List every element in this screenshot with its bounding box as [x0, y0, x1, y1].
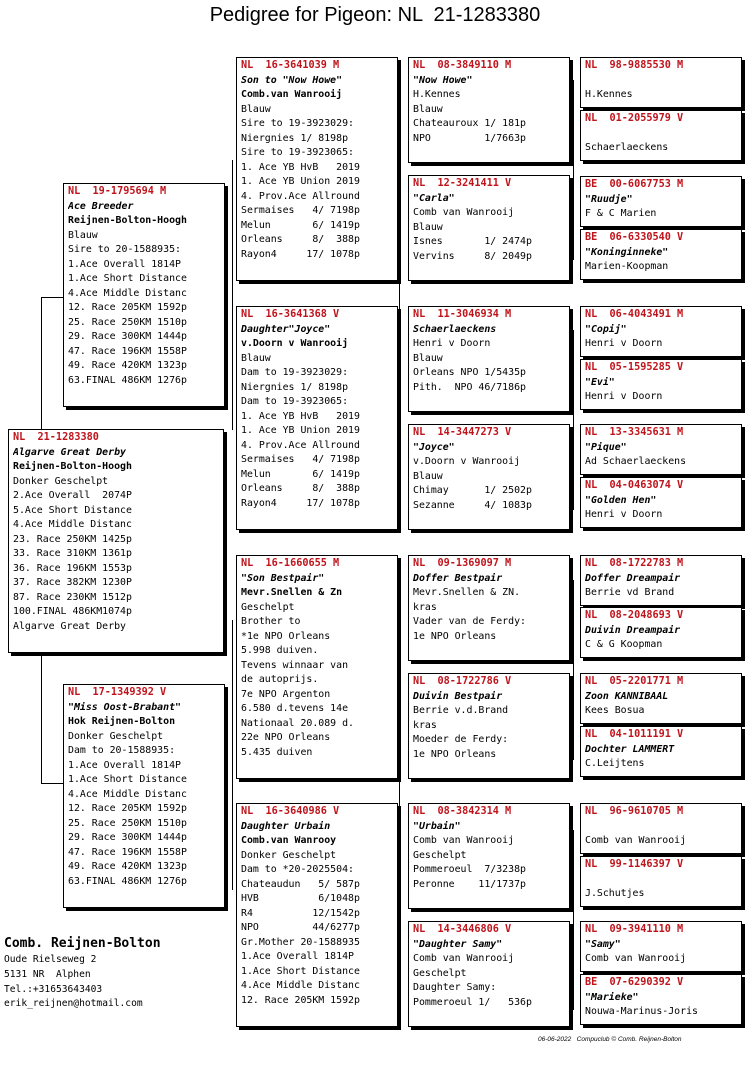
result-line: 1e NPO Orleans	[413, 630, 497, 642]
ring-number: NL 14-3447273 V	[413, 427, 512, 438]
pigeon-name: Zoon KANNIBAAL	[585, 690, 669, 702]
ring-number: NL 99-1146397 V	[585, 859, 684, 870]
ring-number: NL 19-1795694 M	[68, 186, 167, 197]
result-line: 4.Ace Middle Distanc	[241, 980, 360, 991]
connector-line	[232, 620, 233, 890]
result-line: 12. Race 205KM 1592p	[68, 803, 187, 814]
color: Blauw	[241, 103, 271, 115]
owner: Marien-Koopman	[585, 261, 669, 272]
result-line: 1.Ace Short Distance	[68, 774, 187, 785]
pigeon-name	[585, 873, 737, 888]
ring-number: NL 08-3849110 M	[413, 60, 512, 71]
result-line: 1. Ace YB HvB 2019	[241, 161, 360, 173]
result-line: Vader van de Ferdy:	[413, 616, 526, 627]
result-line: 12. Race 205KM 1592p	[68, 302, 187, 313]
result-line: HVB 6/1048p	[241, 893, 360, 904]
pigeon-name: Daughter Urbain	[241, 820, 331, 832]
pigeon-name	[585, 74, 737, 89]
owner: Comb van Wanrooij	[413, 835, 515, 846]
result-line: Dam to 19-3923065:	[241, 396, 349, 407]
great-grandparent-card	[408, 921, 570, 1027]
ring-number: NL 01-2055979 V	[585, 113, 684, 124]
owner: Comb van Wanrooij	[585, 953, 687, 964]
result-line: 2.Ace Overall 2074P	[13, 490, 132, 501]
result-line: 1.Ace Overall 1814P	[68, 258, 181, 270]
ancestor-card	[580, 359, 742, 410]
great-grandparent-card	[408, 555, 570, 661]
pigeon-name: Duivin Dreampair	[585, 624, 681, 636]
result-line: Vervins 8/ 2049p	[413, 250, 532, 262]
owner: Comb van Wanrooij	[585, 835, 687, 846]
ancestor-card	[580, 607, 742, 658]
owner: C.Leijtens	[585, 758, 645, 769]
ancestor-card	[580, 974, 742, 1025]
connector-line	[573, 330, 574, 510]
result-line: Pommeroeul 1/ 536p	[413, 996, 532, 1008]
ancestor-card	[580, 57, 742, 108]
result-line: Tevens winnaar van	[241, 659, 349, 671]
pigeon-name: "Golden Hen"	[585, 494, 657, 506]
pigeon-name: "Son Bestpair"	[241, 572, 325, 584]
connector-line	[232, 160, 233, 430]
color: Blauw	[68, 229, 98, 241]
result-line: Peronne 11/1737p	[413, 878, 526, 890]
owner: Reijnen-Bolton-Hoogh	[68, 215, 187, 226]
ring-number: NL 16-3640986 V	[241, 806, 340, 817]
result-line: Orleans 8/ 388p	[241, 483, 360, 494]
result-line: Daughter Samy:	[413, 982, 497, 993]
pigeon-name: Schaerlaeckens	[413, 323, 497, 335]
owner: Mevr.Snellen & ZN.	[413, 587, 521, 598]
owner: J.Schutjes	[585, 888, 645, 899]
result-line: Rayon4 17/ 1078p	[241, 497, 360, 509]
result-line: 63.FINAL 486KM 1276p	[68, 374, 187, 386]
result-line: Melun 6/ 1419p	[241, 219, 360, 231]
result-line: Rayon4 17/ 1078p	[241, 248, 360, 260]
result-line: 49. Race 420KM 1323p	[68, 861, 187, 872]
great-grandparent-card	[408, 803, 570, 909]
page-title: Pedigree for Pigeon: NL 21-1283380	[209, 4, 541, 26]
result-line: Pommeroeul 7/3238p	[413, 864, 526, 875]
pigeon-name	[585, 820, 737, 835]
result-line: 29. Race 300KM 1444p	[68, 331, 187, 342]
pigeon-name: "Marieke"	[585, 991, 639, 1003]
pigeon-name: "Joyce"	[413, 441, 455, 453]
result-line: NPO 44/6277p	[241, 922, 360, 933]
pigeon-name: "Samy"	[585, 938, 621, 950]
pigeon-name: Ace Breeder	[68, 200, 134, 212]
great-grandparent-card	[408, 424, 570, 530]
owner: H.Kennes	[413, 89, 461, 100]
pigeon-name: "Evi"	[585, 376, 615, 388]
result-line: Chateauroux 1/ 181p	[413, 118, 526, 129]
owner: Berrie vd Brand	[585, 587, 675, 598]
dam-sire-card	[236, 555, 398, 779]
ring-number: BE 07-6290392 V	[585, 977, 684, 988]
sire-sire-card	[236, 57, 398, 281]
owner: v.Doorn v Wanrooij	[241, 338, 349, 349]
ring-number: NL 08-3842314 M	[413, 806, 512, 817]
result-line: Sermaises 4/ 7198p	[241, 205, 360, 216]
result-line: Gr.Mother 20-1588935	[241, 936, 360, 948]
result-line: 25. Race 250KM 1510p	[68, 817, 187, 829]
result-line: Dam to 20-1588935:	[68, 745, 176, 756]
breeder-phone: Tel.:+31653643403	[4, 983, 103, 995]
result-line: Sire to 19-3923029:	[241, 118, 354, 129]
color: Geschelpt	[413, 849, 467, 861]
pigeon-name: "Now Howe"	[413, 74, 473, 86]
result-line: 4.Ace Middle Distanc	[68, 287, 187, 299]
result-line: 5.Ace Short Distance	[13, 504, 132, 516]
color: Geschelpt	[413, 967, 467, 979]
ring-number: NL 12-3241411 V	[413, 178, 512, 189]
ancestor-card	[580, 726, 742, 777]
result-line: Niergnies 1/ 8198p	[241, 381, 349, 393]
result-line: 33. Race 310KM 1361p	[13, 548, 132, 559]
result-line: *1e NPO Orleans	[241, 630, 331, 642]
connector-line	[573, 80, 574, 260]
ring-number: NL 16-1660655 M	[241, 558, 340, 569]
result-line: 100.FINAL 486KM1074p	[13, 606, 132, 617]
owner: v.Doorn v Wanrooij	[413, 456, 521, 467]
result-line: de autoprijs.	[241, 674, 319, 685]
owner: H.Kennes	[585, 89, 633, 100]
ancestor-card	[580, 110, 742, 161]
result-line: 1. Ace YB Union 2019	[241, 425, 360, 436]
great-grandparent-card	[408, 306, 570, 412]
result-line: 87. Race 230KM 1512p	[13, 591, 132, 603]
great-grandparent-card	[408, 57, 570, 163]
ring-number: NL 05-2201771 M	[585, 676, 684, 687]
breeder-email[interactable]: erik_reijnen@hotmail.com	[4, 998, 143, 1010]
ancestor-card	[580, 555, 742, 606]
ring-number: NL 14-3446806 V	[413, 924, 512, 935]
result-line: 49. Race 420KM 1323p	[68, 360, 187, 371]
result-line: 1e NPO Orleans	[413, 748, 497, 760]
result-line: Orleans 8/ 388p	[241, 234, 360, 245]
pigeon-name: "Koninginneke"	[585, 246, 669, 258]
pigeon-name: "Ruudje"	[585, 193, 633, 205]
pigeon-name: Son to "Now Howe"	[241, 74, 343, 86]
owner: Comb.van Wanrooij	[241, 89, 343, 100]
pigeon-name: "Pique"	[585, 441, 627, 453]
ring-number: NL 96-9610705 M	[585, 806, 684, 817]
color: Geschelpt	[241, 601, 295, 613]
result-line: Melun 6/ 1419p	[241, 468, 360, 480]
result-line: Nationaal 20.089 d.	[241, 717, 354, 729]
result-line: Chateaudun 5/ 587p	[241, 878, 360, 890]
ring-number: NL 09-3941110 M	[585, 924, 684, 935]
ancestor-card	[580, 673, 742, 724]
color: Donker Geschelpt	[13, 475, 109, 487]
dam-card	[63, 684, 225, 908]
color: Donker Geschelpt	[68, 730, 164, 742]
result-line: 7e NPO Argenton	[241, 688, 331, 700]
owner: Kees Bosua	[585, 705, 645, 716]
pigeon-name: "Miss Oost-Brabant"	[68, 701, 181, 713]
result-line: Pith. NPO 46/7186p	[413, 381, 526, 393]
result-line: 5.435 duiven	[241, 746, 313, 758]
owner: Schaerlaeckens	[585, 142, 669, 153]
result-line: 1. Ace YB Union 2019	[241, 176, 360, 187]
owner: C & G Koopman	[585, 639, 663, 650]
ring-number: NL 08-1722783 M	[585, 558, 684, 569]
pigeon-name: "Carla"	[413, 192, 455, 204]
result-line: 47. Race 196KM 1558P	[68, 846, 187, 858]
owner: Hok Reijnen-Bolton	[68, 716, 176, 727]
result-line: 1.Ace Overall 1814P	[68, 759, 181, 771]
pigeon-name: Dochter LAMMERT	[585, 743, 675, 755]
ring-number: NL 09-1369097 M	[413, 558, 512, 569]
color: Blauw	[413, 470, 443, 482]
ring-number: BE 00-6067753 M	[585, 179, 684, 190]
result-line: Moeder de Ferdy:	[413, 734, 509, 745]
result-line: Dam to *20-2025504:	[241, 864, 354, 875]
result-line: 4. Prov.Ace Allround	[241, 439, 360, 451]
ring-number: NL 17-1349392 V	[68, 687, 167, 698]
connector-line	[41, 783, 63, 784]
pigeon-name: Algarve Great Derby	[13, 446, 126, 458]
result-line: NPO 1/7663p	[413, 132, 526, 144]
ancestor-card	[580, 229, 742, 280]
result-line: 12. Race 205KM 1592p	[241, 994, 360, 1006]
owner: Henri v Doorn	[585, 338, 663, 349]
owner: Mevr.Snellen & Zn	[241, 587, 343, 598]
result-line: 4. Prov.Ace Allround	[241, 190, 360, 202]
result-line: Sezanne 4/ 1083p	[413, 499, 532, 511]
ring-number: NL 16-3641039 M	[241, 60, 340, 71]
color: Blauw	[413, 103, 443, 115]
result-line: 1.Ace Short Distance	[241, 965, 360, 977]
result-line: Orleans NPO 1/5435p	[413, 367, 526, 378]
color: Donker Geschelpt	[241, 849, 337, 861]
result-line: Sermaises 4/ 7198p	[241, 454, 360, 465]
ring-number: NL 21-1283380	[13, 432, 99, 443]
pigeon-name: "Copij"	[585, 323, 627, 335]
ring-number: NL 05-1595285 V	[585, 362, 684, 373]
connector-line	[573, 580, 574, 760]
owner: Henri v Doorn	[585, 509, 663, 520]
breeder-address: Oude Rielseweg 2	[4, 954, 97, 965]
ring-number: NL 08-2048693 V	[585, 610, 684, 621]
ring-number: NL 06-4043491 M	[585, 309, 684, 320]
breeder-name: Comb. Reijnen-Bolton	[4, 936, 161, 951]
ancestor-card	[580, 424, 742, 475]
result-line: R4 12/1542p	[241, 907, 360, 919]
owner: Henri v Doorn	[413, 338, 491, 349]
result-line: Sire to 20-1588935:	[68, 244, 181, 255]
result-line: Brother to	[241, 616, 301, 627]
ancestor-card	[580, 921, 742, 972]
owner: F & C Marien	[585, 208, 657, 219]
result-line: 36. Race 196KM 1553p	[13, 562, 132, 574]
ring-number: NL 08-1722786 V	[413, 676, 512, 687]
owner: Reijnen-Bolton-Hoogh	[13, 461, 132, 472]
ring-number: NL 04-0463074 V	[585, 480, 684, 491]
owner: Comb van Wanrooij	[413, 207, 515, 218]
connector-line	[399, 610, 400, 990]
color: Blauw	[413, 352, 443, 364]
ancestor-card	[580, 306, 742, 357]
result-line: 6.580 d.tevens 14e	[241, 703, 349, 714]
connector-line	[41, 297, 42, 430]
sire-dam-card	[236, 306, 398, 530]
pigeon-name: Daughter"Joyce"	[241, 323, 331, 335]
result-line: 1. Ace YB HvB 2019	[241, 410, 360, 422]
owner: Comb.van Wanrooy	[241, 835, 337, 846]
ring-number: NL 98-9885530 M	[585, 60, 684, 71]
ancestor-card	[580, 176, 742, 227]
pigeon-name: "Urbain"	[413, 820, 461, 832]
result-line: 23. Race 250KM 1425p	[13, 533, 132, 545]
ancestor-card	[580, 856, 742, 907]
owner: Nouwa-Marinus-Joris	[585, 1006, 698, 1017]
connector-line	[573, 830, 574, 1010]
pigeon-name: Doffer Bestpair	[413, 572, 503, 584]
ring-number: NL 11-3046934 M	[413, 309, 512, 320]
connector-line	[41, 653, 42, 783]
subject-pigeon-card	[8, 429, 224, 653]
owner: Comb van Wanrooij	[413, 953, 515, 964]
owner: Berrie v.d.Brand	[413, 705, 509, 716]
result-line: Sire to 19-3923065:	[241, 147, 354, 158]
result-line: 22e NPO Orleans	[241, 732, 331, 743]
breeder-city: 5131 NR Alphen	[4, 968, 91, 980]
result-line: 1.Ace Short Distance	[68, 273, 187, 284]
pigeon-name	[585, 127, 737, 142]
pigeon-name: Duivin Bestpair	[413, 690, 503, 702]
great-grandparent-card	[408, 673, 570, 779]
owner: Henri v Doorn	[585, 391, 663, 402]
color: Blauw	[241, 352, 271, 364]
breeder-info	[4, 935, 264, 1012]
sire-card	[63, 183, 225, 407]
result-line: 63.FINAL 486KM 1276p	[68, 875, 187, 887]
result-line: 37. Race 382KM 1230P	[13, 577, 132, 588]
result-line: 4.Ace Middle Distanc	[68, 788, 187, 800]
pigeon-name: "Daughter Samy"	[413, 938, 503, 950]
result-line: 29. Race 300KM 1444p	[68, 832, 187, 843]
ancestor-card	[580, 803, 742, 854]
result-line: 4.Ace Middle Distanc	[13, 519, 132, 530]
ring-number: NL 13-3345631 M	[585, 427, 684, 438]
ancestor-card	[580, 477, 742, 528]
result-line: Dam to 19-3923029:	[241, 367, 349, 378]
result-line: 25. Race 250KM 1510p	[68, 316, 187, 328]
connector-line	[399, 110, 400, 490]
result-line: 5.998 duiven.	[241, 645, 319, 656]
connector-line	[41, 297, 63, 298]
color: Blauw	[413, 221, 443, 233]
result-line: 1.Ace Overall 1814P	[241, 951, 354, 962]
owner: Ad Schaerlaeckens	[585, 456, 687, 467]
footer-credit: 06-06-2022 Compuclub © Comb. Reijnen-Bolton	[538, 1036, 682, 1043]
result-line: Algarve Great Derby	[13, 620, 126, 632]
great-grandparent-card	[408, 175, 570, 281]
ring-number: BE 06-6330540 V	[585, 232, 684, 243]
ring-number: NL 16-3641368 V	[241, 309, 340, 320]
color: kras	[413, 601, 437, 613]
color: kras	[413, 719, 437, 731]
result-line: Chimay 1/ 2502p	[413, 485, 532, 496]
result-line: Niergnies 1/ 8198p	[241, 132, 349, 144]
pigeon-name: Doffer Dreampair	[585, 572, 681, 584]
result-line: 47. Race 196KM 1558P	[68, 345, 187, 357]
result-line: Isnes 1/ 2474p	[413, 236, 532, 247]
ring-number: NL 04-1011191 V	[585, 729, 684, 740]
